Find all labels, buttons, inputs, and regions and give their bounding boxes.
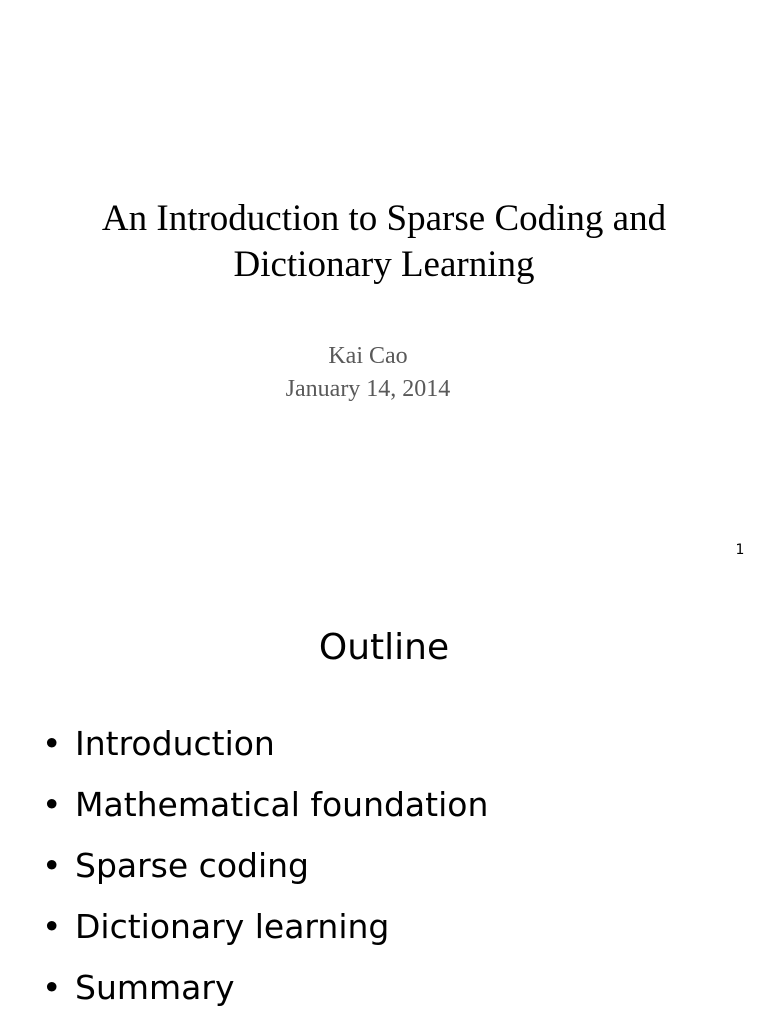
bullet-icon: • [42,846,62,885]
outline-item-label: Sparse coding [75,846,309,885]
author-name: Kai Cao [328,343,408,369]
outline-slide [0,576,768,1024]
bullet-icon: • [42,724,62,763]
slide-title-line-2: Dictionary Learning [233,244,535,285]
outline-item-label: Introduction [75,724,275,763]
outline-item-label: Summary [75,968,235,1007]
bullet-icon: • [42,907,62,946]
outline-item-label: Mathematical foundation [75,785,489,824]
bullet-icon: • [42,785,62,824]
slide-title-line-1: An Introduction to Sparse Coding and [101,198,667,239]
bullet-icon: • [42,968,62,1007]
outline-title: Outline [318,627,450,668]
slide-title [0,196,768,288]
page-number: 1 [735,542,745,558]
presentation-date: January 14, 2014 [285,376,451,402]
outline-item-label: Dictionary learning [75,907,390,946]
